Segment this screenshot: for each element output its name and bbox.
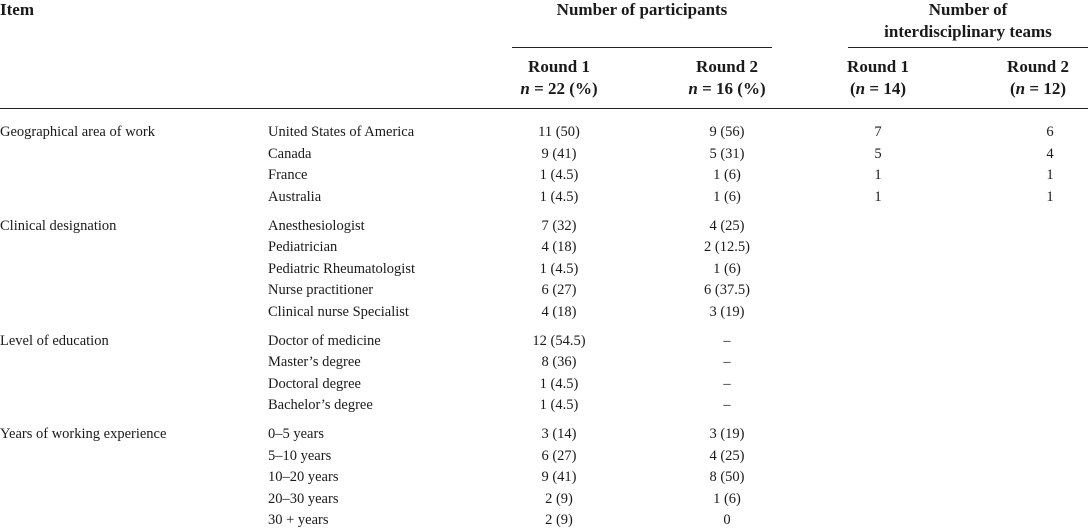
header-round2-n: n = 16 (%) [688, 79, 766, 98]
category-cell: 10–20 years [268, 469, 339, 485]
round2-cell: 1 (6) [713, 260, 741, 277]
round1-cell: 1 (4.5) [539, 375, 579, 392]
category-cell: Australia [268, 188, 322, 205]
team-round2-cell: 1 [1046, 188, 1054, 205]
team-round2-cell: 4 [1046, 145, 1054, 162]
round2-cell: – [723, 375, 731, 392]
team-round1-cell: 7 [874, 124, 882, 140]
round1-cell: 12 (54.5) [532, 332, 586, 349]
round1-cell: 1 (4.5) [539, 260, 579, 277]
round2-cell: 5 (31) [709, 145, 745, 162]
category-cell: Anesthesiologist [268, 217, 365, 234]
round2-cell: 3 (19) [709, 426, 745, 442]
header-teams-line2: interdisciplinary teams [884, 22, 1052, 41]
header-item: Item [0, 0, 34, 19]
teams-rule [848, 47, 1088, 48]
category-cell: Clinical nurse Specialist [268, 303, 409, 320]
header-round2: Round 2 [696, 57, 758, 76]
category-cell: Canada [268, 145, 312, 162]
round2-cell: – [723, 354, 731, 370]
team-round1-cell: 1 [874, 167, 882, 183]
category-cell: United States of America [268, 124, 415, 140]
category-cell: Doctoral degree [268, 375, 361, 392]
header-round1-n: n = 22 (%) [520, 79, 598, 98]
round1-cell: 2 (9) [545, 490, 573, 507]
round2-cell: – [723, 397, 731, 413]
round1-cell: 1 (4.5) [539, 167, 579, 183]
category-cell: Nurse practitioner [268, 282, 374, 298]
category-cell: 5–10 years [268, 447, 332, 464]
team-round2-cell: 1 [1046, 167, 1054, 183]
round1-cell: 1 (4.5) [539, 188, 579, 205]
round1-cell: 6 (27) [541, 447, 577, 464]
category-cell: 30 + years [268, 512, 329, 528]
section-item-label: Clinical designation [0, 217, 117, 234]
section-item-label: Level of education [0, 332, 109, 349]
category-cell: France [268, 167, 308, 183]
category-cell: Bachelor’s degree [268, 397, 373, 413]
category-cell: Master’s degree [268, 354, 361, 370]
round2-cell: 4 (25) [709, 217, 745, 234]
round1-cell: 8 (36) [541, 354, 577, 370]
section-item-label: Years of working experience [0, 426, 167, 442]
category-cell: Pediatric Rheumatologist [268, 260, 415, 277]
category-cell: Pediatrician [268, 239, 338, 255]
round1-cell: 4 (18) [541, 303, 577, 320]
team-round1-cell: 1 [874, 188, 882, 205]
round2-cell: – [723, 332, 731, 349]
round1-cell: 6 (27) [541, 282, 577, 298]
round2-cell: 3 (19) [709, 303, 745, 320]
header-team-round1: Round 1 [847, 57, 909, 76]
round1-cell: 9 (41) [541, 469, 577, 485]
round1-cell: 1 (4.5) [539, 397, 579, 413]
category-cell: 20–30 years [268, 490, 339, 507]
round2-cell: 6 (37.5) [704, 282, 750, 298]
category-cell: Doctor of medicine [268, 332, 381, 349]
round1-cell: 7 (32) [541, 217, 577, 234]
header-bottom-rule [0, 108, 1088, 109]
round1-cell: 4 (18) [541, 239, 577, 255]
round1-cell: 3 (14) [541, 426, 577, 442]
round2-cell: 1 (6) [713, 490, 741, 507]
round1-cell: 2 (9) [545, 512, 573, 528]
category-cell: 0–5 years [268, 426, 324, 442]
round2-cell: 1 (6) [713, 167, 741, 183]
header-teams-line1: Number of [928, 0, 1008, 19]
round2-cell: 0 [723, 512, 731, 528]
round2-cell: 2 (12.5) [704, 239, 750, 255]
team-round2-cell: 6 [1046, 124, 1054, 140]
section-item-label: Geographical area of work [0, 124, 155, 140]
round2-cell: 4 (25) [709, 447, 745, 464]
team-round1-cell: 5 [874, 145, 882, 162]
header-team-round2: Round 2 [1007, 57, 1069, 76]
round2-cell: 1 (6) [713, 188, 741, 205]
round1-cell: 11 (50) [538, 124, 580, 140]
round2-cell: 9 (56) [709, 124, 745, 140]
round1-cell: 9 (41) [541, 145, 577, 162]
header-round1: Round 1 [528, 57, 590, 76]
header-team-round1-n: (n = 14) [850, 79, 906, 98]
header-participants: Number of participants [556, 0, 728, 19]
participants-rule [512, 47, 772, 48]
round2-cell: 8 (50) [709, 469, 745, 485]
header-team-round2-n: (n = 12) [1010, 79, 1066, 98]
